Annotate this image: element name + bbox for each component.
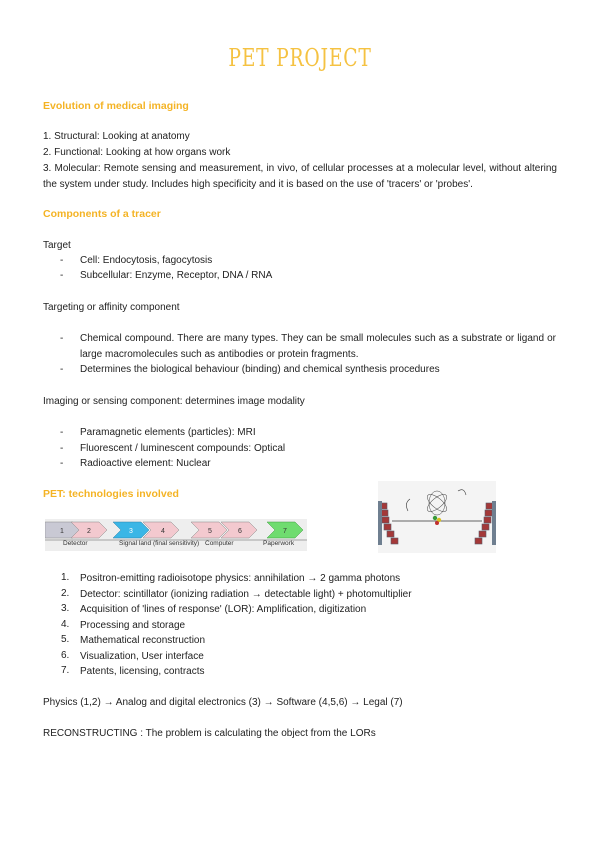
step-3: 3 xyxy=(129,528,133,535)
pet-list-item: Positron-emitting radioisotope physics: annihilation → 2 gamma photons xyxy=(80,573,401,584)
pet-list-item: Processing and storage xyxy=(80,620,186,631)
imaging-item-3: Radioactive element: Nuclear xyxy=(80,458,211,469)
reconstructing-note: RECONSTRUCTING : The problem is calculating the object from the LORs xyxy=(43,728,376,739)
list-number: 3. xyxy=(61,603,70,614)
bullet: - xyxy=(60,458,64,469)
affinity-label: Targeting or affinity component xyxy=(43,302,180,313)
list-number: 7. xyxy=(61,665,70,676)
step-2: 2 xyxy=(87,528,91,535)
imaging-item-2: Fluorescent / luminescent compounds: Optical xyxy=(80,443,286,454)
heading-pet: PET: technologies involved xyxy=(43,488,179,500)
bullet: - xyxy=(60,333,64,344)
heading-evolution: Evolution of medical imaging xyxy=(43,100,189,112)
diagram-label-detector: Detector xyxy=(63,540,88,547)
imaging-label: Imaging or sensing component: determines image modality xyxy=(43,396,305,407)
pet-process-diagram xyxy=(45,519,307,551)
affinity-item-1: Chemical compound. There are many types. They can be small molecules such as a substrate or ligand or large macromolecules such as antibodies or protein fragments. xyxy=(80,333,556,360)
step-4: 4 xyxy=(161,528,165,535)
step-6: 6 xyxy=(238,528,242,535)
evolution-item-1: 1. Structural: Looking at anatomy xyxy=(43,131,190,142)
list-number: 2. xyxy=(61,588,70,599)
affinity-item-2: Determines the biological behaviour (binding) and chemical synthesis procedures xyxy=(80,364,440,375)
bullet: - xyxy=(60,255,64,266)
imaging-item-1: Paramagnetic elements (particles): MRI xyxy=(80,427,256,438)
pet-list-item: Patents, licensing, contracts xyxy=(80,666,205,677)
diagram-label-paperwork: Paperwork xyxy=(263,540,295,547)
pet-list-item: Detector: scintillator (ionizing radiation → detectable light) + photomultiplier xyxy=(80,589,412,600)
heading-components: Components of a tracer xyxy=(43,208,161,220)
list-number: 4. xyxy=(61,619,70,630)
pet-list-item: Mathematical reconstruction xyxy=(80,635,206,646)
list-number: 6. xyxy=(61,650,70,661)
step-7: 7 xyxy=(283,528,287,535)
step-5: 5 xyxy=(208,528,212,535)
pet-scanner-illustration xyxy=(378,481,496,553)
list-number: 1. xyxy=(61,572,70,583)
bullet: - xyxy=(60,364,64,375)
target-label: Target xyxy=(43,240,71,251)
bullet: - xyxy=(60,270,64,281)
diagram-label-signal: Signal land (final sensitivity) xyxy=(119,540,200,547)
bullet: - xyxy=(60,427,64,438)
bullet: - xyxy=(60,443,64,454)
pet-summary: Physics (1,2) → Analog and digital electronics (3) → Software (4,5,6) → Legal (7) xyxy=(43,697,403,708)
pet-list-item: Visualization, User interface xyxy=(80,651,204,662)
step-1: 1 xyxy=(60,528,64,535)
list-number: 5. xyxy=(61,634,70,645)
target-item-2: Subcellular: Enzyme, Receptor, DNA / RNA xyxy=(80,270,273,281)
pet-list-item: Acquisition of 'lines of response' (LOR): Amplification, digitization xyxy=(80,604,367,615)
target-item-1: Cell: Endocytosis, fagocytosis xyxy=(80,255,213,266)
page-title: PET PROJECT xyxy=(228,44,372,72)
evolution-item-3: 3. Molecular: Remote sensing and measurement, in vivo, of cellular processes at a molecular level, without altering the system under study. Includes high specificity and it is based on the use of 'tracers' or 'probes'. xyxy=(43,163,557,190)
evolution-item-2: 2. Functional: Looking at how organs work xyxy=(43,147,231,158)
diagram-label-computer: Computer xyxy=(205,540,234,547)
